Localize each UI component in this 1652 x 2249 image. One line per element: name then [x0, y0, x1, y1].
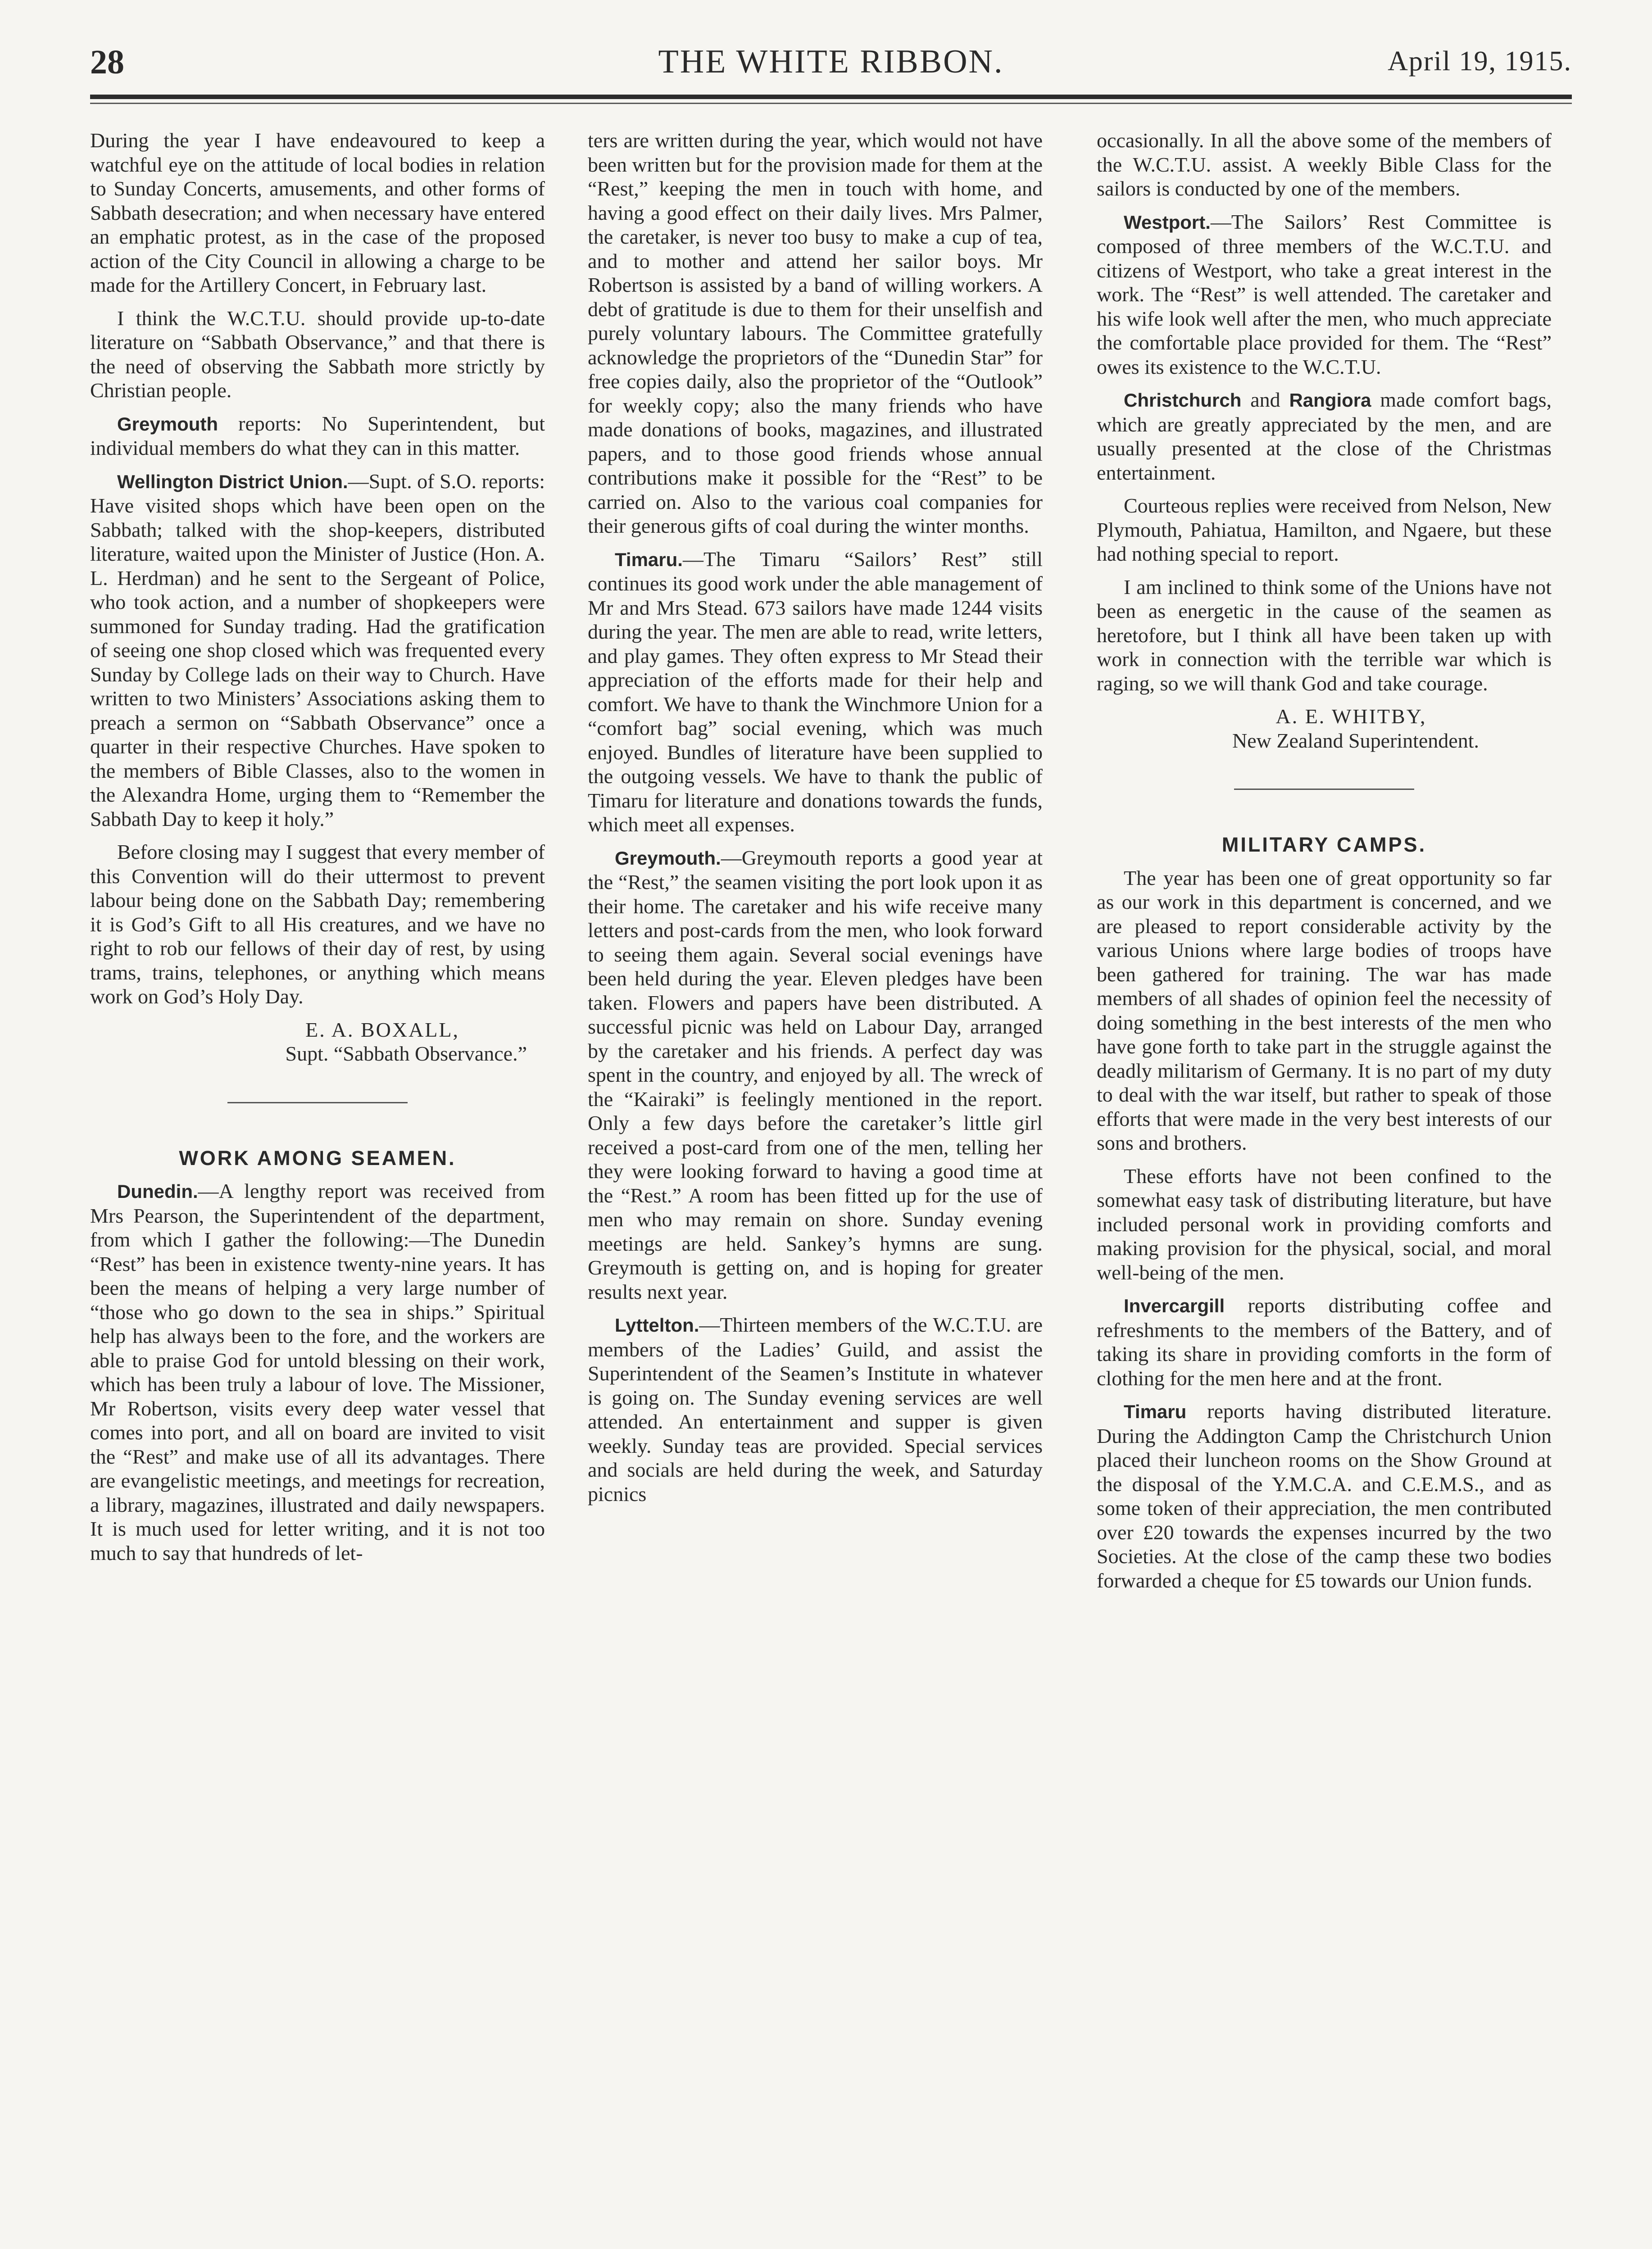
paragraph-greymouth: Greymouth.—Greymouth reports a good year at the “Rest,” the seamen visiting the port look upon it as their home. The caretaker and his wife receive many letters and post-cards from the men, who look forward to seeing them again. Several social evenings have been held during the year. Eleven pledges have been taken. Flowers and papers have been distributed. A successful picnic was held on Labour Day, arranged by the caretaker and his friends. A perfect day was spent in the country, and enjoyed by all. The wreck of the “Kairaki” is feelingly mentioned in the report. Only a few days before the caretaker’s little girl received a post-card from one of the men, telling her they were looking forward to having a good time at the “Rest.” A room has been fitted up for the use of men who may remain on shore. Sunday evening meetings are held. Sankey’s hymns are sung. Greymouth is getting on, and is hoping for greater results next year.: [588, 846, 1043, 1303]
paragraph-lead: Invercargill: [1124, 1295, 1225, 1316]
page-header: [90, 43, 1572, 97]
signature-name: E. A. BOXALL,: [305, 1018, 459, 1041]
paragraph-lead: Timaru.: [615, 549, 683, 570]
paragraph-lead: Christchurch: [1124, 390, 1242, 411]
paragraph: During the year I have endeavoured to keep a watchful eye on the attitude of local bodies in relation to Sunday Concerts, amusements, and other forms of Sabbath desecration; and when necessary have entered an emphatic protest, as in the case of the proposed action of the City Council in allowing a charge to be made for the Artillery Concert, in February last.: [90, 129, 545, 296]
header-rule-thin: [90, 103, 1572, 104]
signature-role: Supt. “Sabbath Observance.”: [285, 1042, 527, 1065]
paragraph-lead: Greymouth: [117, 413, 218, 435]
section-heading: MILITARY CAMPS.: [1221, 833, 1427, 856]
paragraph-invercargill: Invercargill reports distributing coffee and refreshments to the members of the Battery, and of taking its share in providing comforts in the form of clothing for the men here and at the front.: [1097, 1294, 1552, 1390]
paragraph: I think the W.C.T.U. should provide up-to-date literature on “Sabbath Observance,” and that there is the need of observing the Sabbath more strictly by Christian people.: [90, 306, 545, 402]
paragraph: I am inclined to think some of the Unions have not been as energetic in the cause of the seamen as heretofore, but I think all have been taken up with work in connection with the terrible war which is raging, so we will thank God and take courage.: [1097, 575, 1552, 695]
masthead-title: THE WHITE RIBBON.: [658, 43, 1004, 80]
paragraph-timaru-camps: Timaru reports having distributed literature. During the Addington Camp the Christchurch Union placed their luncheon rooms on the Show Ground at the disposal of the Y.M.C.A. and C.E.M.S., and as some token of their appreciation, the men contributed over £20 towards the expenses incurred by the two Societies. At the close of the camp these two bodies forwarded a cheque for £5 towards our Union funds.: [1097, 1400, 1552, 1592]
paragraph-greymouth-sabbath: Greymouth reports: No Superintendent, but individual members do what they can in this matter.: [90, 412, 545, 459]
page-number: 28: [90, 43, 124, 81]
paragraph: occasionally. In all the above some of the members of the W.C.T.U. assist. A weekly Bible Class for the sailors is conducted by one of the members.: [1097, 129, 1552, 200]
paragraph-dunedin: Dunedin.—A lengthy report was received from Mrs Pearson, the Superintendent of the department, from which I gather the following:—The Dunedin “Rest” has been in existence twenty-nine years. It has been the means of helping a very large number of “those who go down to the sea in ships.” Spiritual help has always been to the fore, and the workers are able to praise God for untold blessing on their work, which has been truly a labour of love. The Missioner, Mr Robertson, visits every deep water vessel that comes into port, and all on board are invited to visit the “Rest” and make use of all its advantages. There are evangelistic meetings, and meetings for recreation, a library, magazines, illustrated and daily newspapers. It is much used for letter writing, and it is not too much to say that hundreds of let-: [90, 1179, 545, 1564]
section-heading: WORK AMONG SEAMEN.: [179, 1146, 456, 1170]
column-1: [90, 128, 545, 1574]
signature-role: New Zealand Superintendent.: [1232, 729, 1479, 752]
paragraph-lead: Timaru: [1124, 1401, 1187, 1422]
header-rule-thick: [90, 95, 1572, 99]
section-divider: [1234, 789, 1414, 790]
paragraph-lead: Westport.: [1124, 211, 1211, 233]
paragraph-lead: Dunedin.: [117, 1181, 198, 1202]
paragraph: ters are written during the year, which would not have been written but for the provision made for them at the “Rest,” keeping the men in touch with home, and having a good effect on their daily lives. Mrs Palmer, the caretaker, is never too busy to make a cup of tea, and to mother and attend her sailor boys. Mr Robertson is assisted by a band of willing workers. A debt of gratitude is due to them for their unselfish and purely voluntary labours. The Committee gratefully acknowledge the proprietors of the “Dunedin Star” for free copies daily, also the proprietor of the “Outlook” for weekly copy; also the many friends who have made donations of books, magazines, and illustrated papers, and to those good friends whose annual contributions make it possible for the “Rest” to be carried on. Also to the various coal companies for their generous gifts of coal during the winter months.: [588, 129, 1043, 537]
paragraph: These efforts have not been confined to the somewhat easy task of distributing literature, but have included personal work in providing comforts and making provision for the physical, social, and moral well-being of the men.: [1097, 1164, 1552, 1284]
signature-name: A. E. WHITBY,: [1275, 705, 1427, 728]
paragraph-christchurch: Christchurch and Rangiora made comfort bags, which are greatly appreciated by the men, and are usually presented at the close of the Christmas entertainment.: [1097, 388, 1552, 484]
column-2: [588, 128, 1043, 1515]
paragraph-westport: Westport.—The Sailors’ Rest Committee is composed of three members of the W.C.T.U. and citizens of Westport, who take a great interest in the work. The “Rest” is well attended. The caretaker and his wife look well after the men, who much appreciate the comfortable place provided for them. The “Rest” owes its existence to the W.C.T.U.: [1097, 210, 1552, 378]
paragraph-lyttelton: Lyttelton.—Thirteen members of the W.C.T.U. are members of the Ladies’ Guild, and assist the Superintendent of the Seamen’s Institute in whatever is going on. The Sunday evening services are well attended. An entertainment and supper is given weekly. Sunday teas are provided. Special services and socials are held during the week, and Saturday picnics: [588, 1313, 1043, 1505]
paragraph-timaru: Timaru.—The Timaru “Sailors’ Rest” still continues its good work under the able management of Mr and Mrs Stead. 673 sailors have made 1244 visits during the year. The men are able to read, write letters, and play games. They often express to Mr Stead their appreciation of the efforts made for their help and comfort. We have to thank the Winchmore Union for a “comfort bag” social evening, which was much enjoyed. Bundles of literature have been supplied to the outgoing vessels. We have to thank the public of Timaru for literature and donations towards the funds, which meet all expenses.: [588, 547, 1043, 836]
column-3: [1097, 128, 1552, 1601]
paragraph-lead: Wellington District Union.: [117, 471, 348, 492]
section-divider: [227, 1102, 408, 1103]
paragraph: The year has been one of great opportunity so far as our work in this department is concerned, and we are pleased to report considerable activity by the various Unions where large bodies of troops have been gathered for training. The war has made members of all shades of opinion feel the necessity of doing something in the best interests of the men who have gone forth to take part in the struggle against the deadly militarism of Germany. It is no part of my duty to deal with the war itself, but rather to speak of those efforts that were made in the very best interests of our sons and brothers.: [1097, 866, 1552, 1154]
paragraph-lead: Lyttelton.: [615, 1315, 699, 1336]
paragraph: Before closing may I suggest that every member of this Convention will do their uttermost to prevent labour being done on the Sabbath Day; remembering it is God’s Gift to all His creatures, and we have no right to rob our fellows of their day of rest, by using trams, trains, telephones, or anything which means work on God’s Holy Day.: [90, 840, 545, 1008]
paragraph-wellington: Wellington District Union.—Supt. of S.O. reports: Have visited shops which have been open on the Sabbath; talked with the shop-keepers, distributed literature, waited upon the Minister of Justice (Hon. A. L. Herdman) and he sent to the Sergeant of Police, who took action, and a number of shopkeepers were summoned for Sunday trading. Had the gratification of seeing one shop closed which was frequented every Sunday by College lads on their way to Church. Have written to two Ministers’ Associations asking them to preach a sermon on “Sabbath Observance” once a quarter in their respective Churches. Have spoken to the members of Bible Classes, also to the women in the Alexandra Home, urging them to “Remember the Sabbath Day to keep it holy.”: [90, 469, 545, 830]
issue-date: April 19, 1915.: [1388, 46, 1572, 77]
paragraph-lead: Greymouth.: [615, 847, 721, 869]
paragraph: Courteous replies were received from Nelson, New Plymouth, Pahiatua, Hamilton, and Ngaere, but these had nothing special to report.: [1097, 494, 1552, 565]
paragraph-lead: Rangiora: [1289, 390, 1371, 411]
